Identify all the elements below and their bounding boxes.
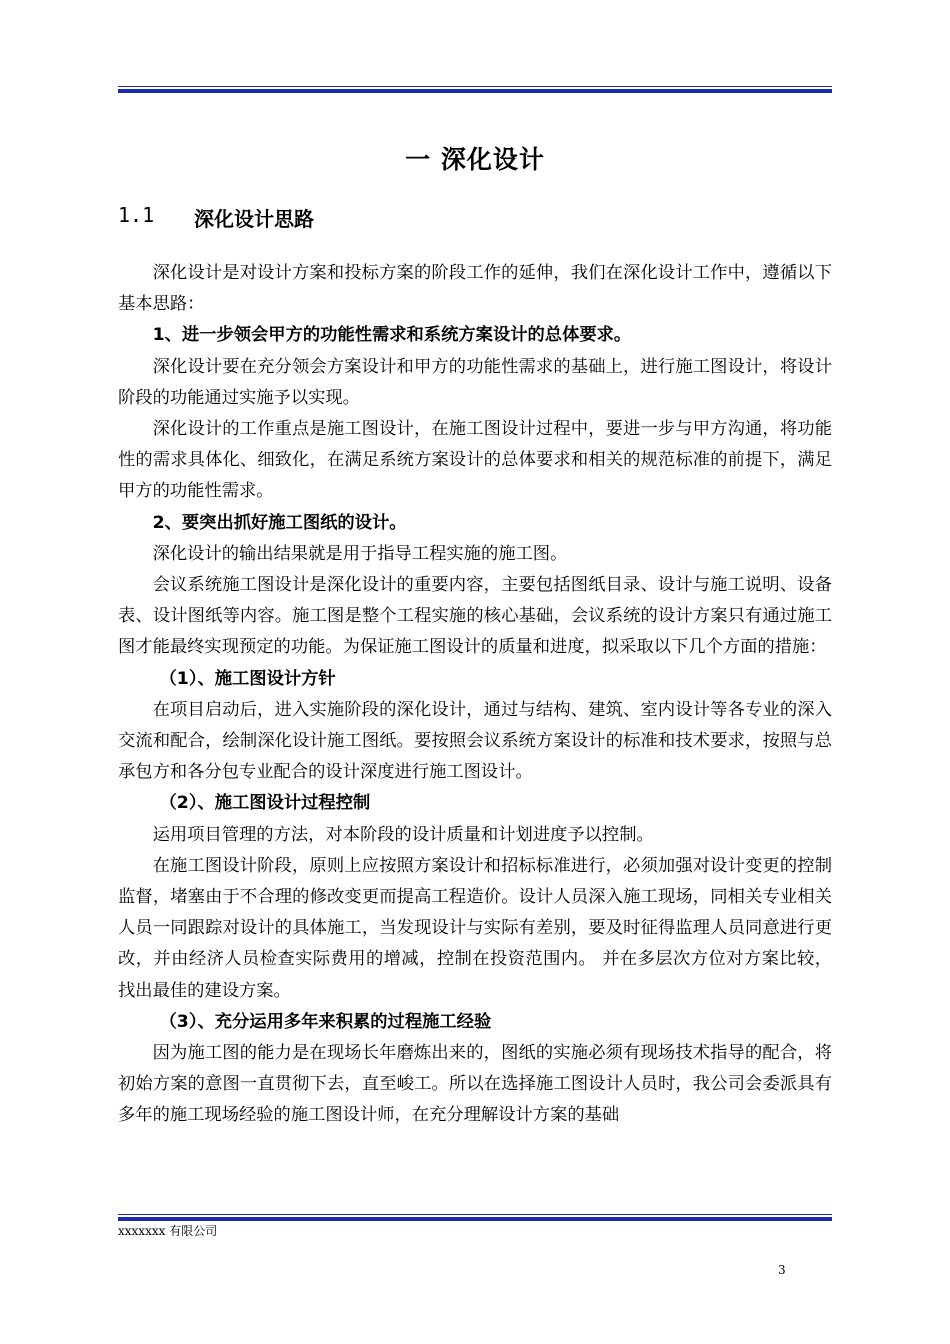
page-number: 3: [778, 1263, 786, 1277]
header-rule: [118, 86, 832, 93]
body-text: [118, 258, 832, 1132]
subheading: （2）、施工图设计过程控制: [159, 793, 371, 814]
subheading: （3）、充分运用多年来积累的过程施工经验: [159, 1011, 492, 1032]
paragraph: 深化设计要在充分领会方案设计和甲方的功能性需求的基础上，进行施工图设计，将设计阶段的功能通过实施予以实现。: [118, 356, 832, 408]
paragraph: 深化设计的工作重点是施工图设计，在施工图设计过程中，要进一步与甲方沟通，将功能性的需求具体化、细致化，在满足系统方案设计的总体要求和相关的规范标准的前提下，满足甲方的功能性需求。: [118, 419, 832, 502]
paragraph: 运用项目管理的方法，对本阶段的设计质量和计划进度予以控制。: [152, 824, 654, 845]
subheading: 1、进一步领会甲方的功能性需求和系统方案设计的总体要求。: [152, 325, 632, 346]
section-title: 深化设计思路: [194, 207, 314, 231]
paragraph: 深化设计的输出结果就是用于指导工程实施的施工图。: [152, 543, 568, 564]
chapter-title: 一 深化设计: [405, 145, 545, 174]
footer-rule: [118, 1214, 832, 1221]
paragraph: 会议系统施工图设计是深化设计的重要内容，主要包括图纸目录、设计与施工说明、设备表、设计图纸等内容。施工图是整个工程实施的核心基础，会议系统的设计方案只有通过施工图才能最终实现预定的功能。为保证施工图设计的质量和进度，拟采取以下几个方面的措施：: [118, 575, 832, 658]
section-number: 1.1: [118, 203, 155, 227]
paragraph: 深化设计是对设计方案和投标方案的阶段工作的延伸，我们在深化设计工作中，遵循以下基本思路：: [118, 263, 832, 315]
footer-company: xxxxxxx 有限公司: [118, 1224, 218, 1238]
paragraph: 因为施工图的能力是在现场长年磨炼出来的，图纸的实施必须有现场技术指导的配合，将初始方案的意图一直贯彻下去，直至峻工。所以在选择施工图设计人员时，我公司会委派具有多年的施工现场经验的施工图设计师，在充分理解设计方案的基础: [118, 1043, 832, 1126]
paragraph: 在项目启动后，进入实施阶段的深化设计，通过与结构、建筑、室内设计等各专业的深入交流和配合，绘制深化设计施工图纸。要按照会议系统方案设计的标准和技术要求，按照与总承包方和各分包专业配合的设计深度进行施工图设计。: [118, 699, 832, 783]
paragraph: 在施工图设计阶段，原则上应按照方案设计和招标标准进行，必须加强对设计变更的控制监督，堵塞由于不合理的修改变更而提高工程造价。设计人员深入施工现场，同相关专业相关人员一同跟踪对设计的具体施工，当发现设计与实际有差别，要及时征得监理人员同意进行更改，并由经济人员检查实际费用的增减，控制在投资范围内。 并在多层次方位对方案比较，找出最佳的建设方案。: [118, 855, 832, 1001]
subheading: （1）、施工图设计方针: [159, 668, 336, 689]
section-heading: [118, 203, 314, 232]
subheading: 2、要突出抓好施工图纸的设计。: [152, 512, 407, 533]
